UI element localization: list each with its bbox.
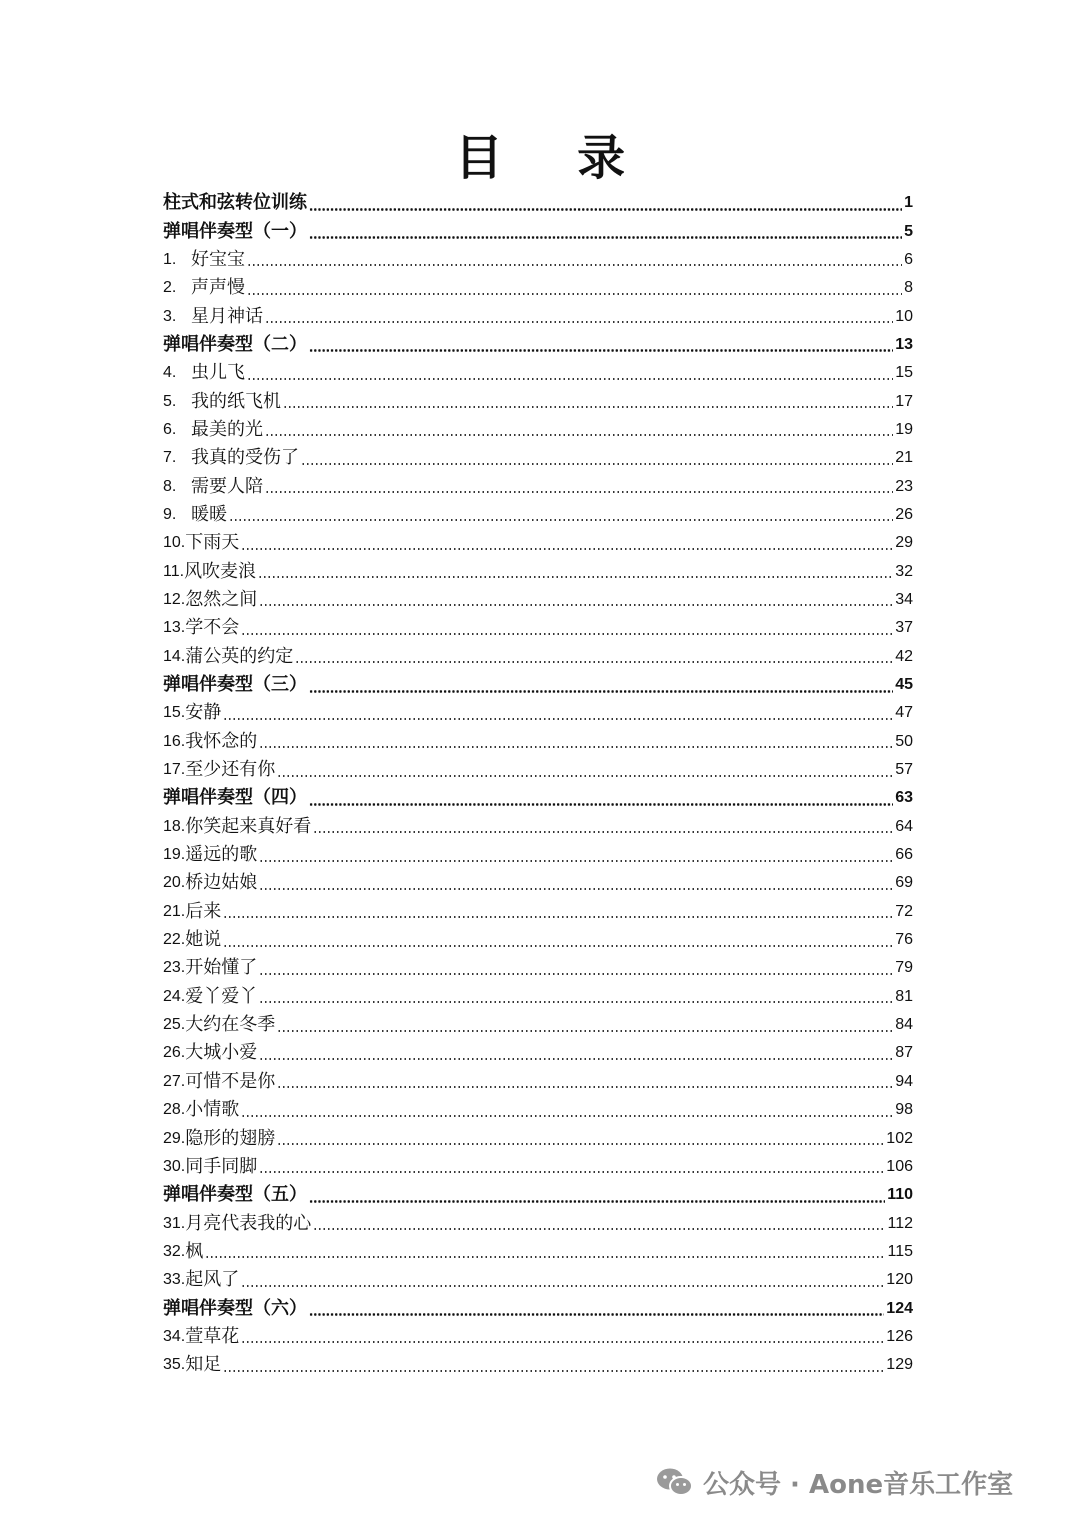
toc-page-number: 94 bbox=[895, 1072, 913, 1090]
dot-leader bbox=[223, 1370, 884, 1372]
toc-item[interactable] bbox=[163, 302, 913, 330]
dot-leader bbox=[277, 1030, 893, 1032]
dot-leader bbox=[301, 463, 893, 465]
toc-entry-label: 月亮代表我的心 bbox=[185, 1212, 312, 1234]
toc-entry-label: 需要人陪 bbox=[191, 475, 263, 497]
toc-item-number: 30. bbox=[163, 1157, 186, 1175]
toc-item[interactable] bbox=[163, 586, 913, 614]
toc-entry-label: 柱式和弦转位训练 bbox=[163, 192, 307, 214]
dot-leader bbox=[309, 1313, 884, 1316]
toc-item-number: 12. bbox=[163, 590, 186, 608]
toc-page-number: 84 bbox=[895, 1016, 913, 1034]
toc-item-number: 21. bbox=[163, 902, 186, 920]
dot-leader bbox=[265, 321, 893, 323]
toc-page-number: 120 bbox=[886, 1271, 913, 1289]
toc-page-number: 13 bbox=[895, 335, 913, 353]
toc-section[interactable] bbox=[163, 1181, 913, 1209]
toc-section[interactable] bbox=[163, 784, 913, 812]
toc-entry-label: 她说 bbox=[185, 929, 222, 951]
toc-item-number: 23. bbox=[163, 959, 186, 977]
toc-entry-label: 起风了 bbox=[185, 1269, 240, 1291]
toc-entry-label: 大约在冬季 bbox=[185, 1014, 276, 1036]
toc-entry-label: 我真的受伤了 bbox=[191, 447, 299, 469]
toc-item-number: 18. bbox=[163, 817, 186, 835]
toc-entry-label: 弹唱伴奏型（四） bbox=[163, 787, 307, 809]
toc-page-number: 106 bbox=[886, 1157, 913, 1175]
dot-leader bbox=[247, 378, 893, 380]
toc-item-number: 34. bbox=[163, 1327, 186, 1345]
toc-item-number: 20. bbox=[163, 874, 186, 892]
toc-item[interactable] bbox=[163, 359, 913, 387]
toc-entry-label: 弹唱伴奏型（六） bbox=[163, 1297, 307, 1319]
toc-item-number: 29. bbox=[163, 1129, 186, 1147]
dot-leader bbox=[259, 604, 893, 606]
dot-leader bbox=[277, 1086, 893, 1088]
dot-leader bbox=[223, 718, 893, 720]
toc-item-number: 24. bbox=[163, 987, 186, 1005]
toc-item-number: 13. bbox=[163, 619, 186, 637]
dot-leader bbox=[309, 349, 893, 352]
toc-item[interactable] bbox=[163, 869, 913, 897]
toc-item[interactable] bbox=[163, 501, 913, 529]
toc-item[interactable] bbox=[163, 1096, 913, 1124]
toc-page-number: 29 bbox=[895, 534, 913, 552]
dot-leader bbox=[259, 973, 893, 975]
toc-item-number: 32. bbox=[163, 1242, 186, 1260]
toc-item-number: 2. bbox=[163, 279, 177, 297]
wechat-icon bbox=[655, 1466, 695, 1498]
toc-section[interactable] bbox=[163, 189, 913, 217]
dot-leader bbox=[309, 208, 902, 211]
toc-page-number: 23 bbox=[895, 477, 913, 495]
toc-entry-label: 风吹麦浪 bbox=[184, 560, 257, 582]
toc-entry-label: 同手同脚 bbox=[185, 1155, 258, 1177]
toc-entry-label: 知足 bbox=[185, 1354, 222, 1376]
toc-page-number: 79 bbox=[895, 959, 913, 977]
toc-item[interactable] bbox=[163, 1011, 913, 1039]
toc-page-number: 34 bbox=[895, 590, 913, 608]
dot-leader bbox=[265, 491, 893, 493]
toc-item-number: 7. bbox=[163, 449, 177, 467]
toc-entry-label: 我怀念的 bbox=[185, 730, 258, 752]
toc-item[interactable] bbox=[163, 813, 913, 841]
toc-item[interactable] bbox=[163, 1266, 913, 1294]
toc-entry-label: 枫 bbox=[185, 1240, 204, 1262]
toc-item[interactable] bbox=[163, 557, 913, 585]
toc-section[interactable] bbox=[163, 217, 913, 245]
toc-item-number: 17. bbox=[163, 761, 186, 779]
toc-item[interactable] bbox=[163, 1351, 913, 1379]
toc-item[interactable] bbox=[163, 728, 913, 756]
dot-leader bbox=[259, 1058, 893, 1060]
toc-item[interactable] bbox=[163, 416, 913, 444]
toc-page-number: 72 bbox=[895, 902, 913, 920]
dot-leader bbox=[247, 264, 902, 266]
toc-entry-label: 学不会 bbox=[185, 617, 240, 639]
toc-item-number: 31. bbox=[163, 1214, 186, 1232]
dot-leader bbox=[223, 916, 893, 918]
toc-entry-label: 好宝宝 bbox=[191, 248, 245, 270]
dot-leader bbox=[205, 1256, 885, 1258]
toc-page-number: 81 bbox=[895, 987, 913, 1005]
toc-item-number: 28. bbox=[163, 1101, 186, 1119]
toc-item[interactable] bbox=[163, 1039, 913, 1067]
toc-entry-label: 我的纸飞机 bbox=[191, 390, 281, 412]
toc-item-number: 5. bbox=[163, 392, 177, 410]
dot-leader bbox=[259, 860, 893, 862]
toc-page-number: 124 bbox=[886, 1299, 913, 1317]
toc-item-number: 3. bbox=[163, 307, 177, 325]
toc-entry-label: 爱丫爱丫 bbox=[185, 985, 258, 1007]
dot-leader bbox=[259, 1171, 884, 1173]
dot-leader bbox=[241, 633, 893, 635]
toc-entry-label: 弹唱伴奏型（三） bbox=[163, 674, 307, 696]
dot-leader bbox=[309, 690, 893, 693]
toc-page-number: 47 bbox=[895, 704, 913, 722]
toc-item-number: 16. bbox=[163, 732, 186, 750]
toc-entry-label: 后来 bbox=[185, 900, 222, 922]
toc-page-number: 45 bbox=[895, 676, 913, 694]
page-title: 目 录 bbox=[454, 130, 654, 186]
toc-page-number: 8 bbox=[904, 279, 913, 297]
toc-item[interactable] bbox=[163, 983, 913, 1011]
toc-item-number: 27. bbox=[163, 1072, 186, 1090]
dot-leader bbox=[223, 945, 893, 947]
toc-page-number: 129 bbox=[886, 1356, 913, 1374]
toc-entry-label: 安静 bbox=[185, 702, 222, 724]
toc-entry-label: 遥远的歌 bbox=[185, 844, 258, 866]
toc-item-number: 35. bbox=[163, 1356, 186, 1374]
toc-item[interactable] bbox=[163, 954, 913, 982]
toc-item[interactable] bbox=[163, 614, 913, 642]
toc-item-number: 8. bbox=[163, 477, 177, 495]
toc-item-number: 6. bbox=[163, 420, 177, 438]
toc-page-number: 63 bbox=[895, 789, 913, 807]
dot-leader bbox=[229, 519, 893, 521]
toc-entry-label: 最美的光 bbox=[191, 418, 263, 440]
toc-item[interactable] bbox=[163, 1209, 913, 1237]
toc-entry-label: 你笑起来真好看 bbox=[185, 815, 312, 837]
dot-leader bbox=[241, 1115, 893, 1117]
toc-entry-label: 弹唱伴奏型（一） bbox=[163, 220, 307, 242]
dot-leader bbox=[309, 803, 893, 806]
toc-page-number: 69 bbox=[895, 874, 913, 892]
toc-item[interactable] bbox=[163, 274, 913, 302]
toc-item-number: 9. bbox=[163, 505, 177, 523]
dot-leader bbox=[277, 775, 893, 777]
dot-leader bbox=[313, 831, 893, 833]
toc-item-number: 26. bbox=[163, 1044, 186, 1062]
toc-item-number: 1. bbox=[163, 250, 177, 268]
toc-page-number: 64 bbox=[895, 817, 913, 835]
dot-leader bbox=[283, 406, 893, 408]
toc-item-number: 11. bbox=[163, 562, 185, 580]
dot-leader bbox=[241, 548, 893, 550]
toc-entry-label: 忽然之间 bbox=[185, 588, 258, 610]
toc-item-number: 25. bbox=[163, 1016, 186, 1034]
toc-page-number: 50 bbox=[895, 732, 913, 750]
toc-item-number: 33. bbox=[163, 1271, 186, 1289]
toc-item[interactable] bbox=[163, 643, 913, 671]
dot-leader bbox=[259, 746, 893, 748]
toc-entry-label: 声声慢 bbox=[191, 277, 245, 299]
dot-leader bbox=[295, 661, 893, 663]
toc-entry-label: 隐形的翅膀 bbox=[185, 1127, 276, 1149]
toc-page-number: 21 bbox=[895, 449, 913, 467]
toc-item-number: 22. bbox=[163, 931, 186, 949]
dot-leader bbox=[258, 576, 893, 578]
toc-entry-label: 小情歌 bbox=[185, 1099, 240, 1121]
toc-entry-label: 桥边姑娘 bbox=[185, 872, 258, 894]
toc-item[interactable] bbox=[163, 1153, 913, 1181]
dot-leader bbox=[309, 1200, 885, 1203]
toc-page-number: 6 bbox=[904, 250, 913, 268]
toc-page-number: 115 bbox=[887, 1242, 913, 1260]
dot-leader bbox=[313, 1228, 885, 1230]
toc-page-number: 57 bbox=[895, 761, 913, 779]
toc-entry-label: 星月神话 bbox=[191, 305, 263, 327]
toc-item[interactable] bbox=[163, 898, 913, 926]
toc-entry-label: 弹唱伴奏型（二） bbox=[163, 333, 307, 355]
toc-page-number: 87 bbox=[895, 1044, 913, 1062]
dot-leader bbox=[259, 1001, 893, 1003]
watermark-text: 公众号 · Aone音乐工作室 bbox=[703, 1469, 1014, 1500]
toc-page-number: 32 bbox=[895, 562, 913, 580]
toc-section[interactable] bbox=[163, 331, 913, 359]
toc-item[interactable] bbox=[163, 1323, 913, 1351]
toc-entry-label: 下雨天 bbox=[185, 532, 240, 554]
dot-leader bbox=[277, 1143, 884, 1145]
toc-entry-label: 可惜不是你 bbox=[185, 1070, 276, 1092]
watermark bbox=[655, 1462, 1013, 1502]
toc-section[interactable] bbox=[163, 671, 913, 699]
toc-page-number: 126 bbox=[886, 1327, 913, 1345]
toc-page-number: 26 bbox=[895, 505, 913, 523]
toc-item[interactable] bbox=[163, 246, 913, 274]
toc-item-number: 4. bbox=[163, 364, 177, 382]
toc-entry-label: 萱草花 bbox=[185, 1325, 240, 1347]
toc-page-number: 19 bbox=[895, 420, 913, 438]
toc-page-number: 37 bbox=[895, 619, 913, 637]
toc-page-number: 98 bbox=[895, 1101, 913, 1119]
toc-entry-label: 大城小爱 bbox=[185, 1042, 258, 1064]
dot-leader bbox=[241, 1285, 884, 1287]
toc-item-number: 14. bbox=[163, 647, 186, 665]
toc-entry-label: 弹唱伴奏型（五） bbox=[163, 1184, 307, 1206]
toc-item[interactable] bbox=[163, 926, 913, 954]
toc-item[interactable] bbox=[163, 387, 913, 415]
toc-item[interactable] bbox=[163, 1068, 913, 1096]
toc-page-number: 15 bbox=[895, 364, 913, 382]
toc-item-number: 15. bbox=[163, 704, 186, 722]
toc-page-number: 76 bbox=[895, 931, 913, 949]
dot-leader bbox=[241, 1341, 884, 1343]
toc-entry-label: 蒲公英的约定 bbox=[185, 645, 294, 667]
toc-section[interactable] bbox=[163, 1294, 913, 1322]
toc-item[interactable] bbox=[163, 756, 913, 784]
toc-item[interactable] bbox=[163, 529, 913, 557]
toc-page-number: 112 bbox=[887, 1214, 913, 1232]
toc-item[interactable] bbox=[163, 841, 913, 869]
toc-entry-label: 虫儿飞 bbox=[191, 362, 245, 384]
toc-page-number: 102 bbox=[886, 1129, 913, 1147]
toc-item[interactable] bbox=[163, 699, 913, 727]
toc-page-number: 10 bbox=[895, 307, 913, 325]
toc-page-number: 17 bbox=[895, 392, 913, 410]
toc-page-number: 110 bbox=[887, 1186, 913, 1204]
dot-leader bbox=[259, 888, 893, 890]
dot-leader bbox=[247, 293, 902, 295]
dot-leader bbox=[309, 236, 902, 239]
toc-page-number: 66 bbox=[895, 846, 913, 864]
table-of-contents bbox=[163, 189, 913, 1379]
toc-item[interactable] bbox=[163, 1238, 913, 1266]
toc-page-number: 1 bbox=[904, 194, 913, 212]
toc-item[interactable] bbox=[163, 1124, 913, 1152]
toc-page-number: 42 bbox=[895, 647, 913, 665]
toc-entry-label: 暖暖 bbox=[191, 503, 227, 525]
toc-page-number: 5 bbox=[904, 222, 913, 240]
toc-item-number: 10. bbox=[163, 534, 186, 552]
toc-item[interactable] bbox=[163, 472, 913, 500]
toc-item[interactable] bbox=[163, 444, 913, 472]
toc-item-number: 19. bbox=[163, 846, 186, 864]
dot-leader bbox=[265, 434, 893, 436]
toc-entry-label: 开始懂了 bbox=[185, 957, 258, 979]
toc-entry-label: 至少还有你 bbox=[185, 759, 276, 781]
